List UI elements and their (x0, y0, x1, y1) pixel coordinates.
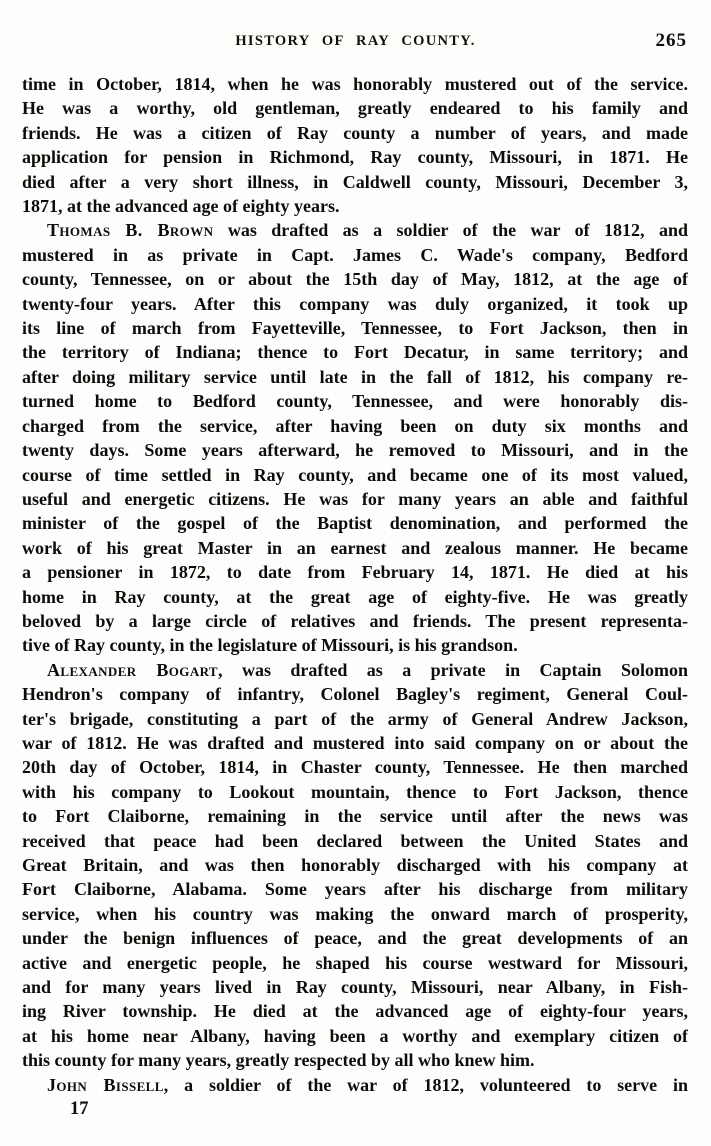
text-run: at his home near Albany, having been a worthy and exemplary citizen of (22, 1025, 688, 1046)
paragraph-thomas-b-brown-line (22, 487, 688, 511)
paragraph-alexander-bogart-line (22, 731, 688, 755)
text-run: Hendron's company of infantry, Colonel Bagley's regiment, General Coul- (22, 684, 688, 705)
text-run: was drafted as a soldier of the war of 1812, and (213, 220, 688, 241)
paragraph-alexander-bogart-line (22, 951, 688, 975)
text-run: ing River township. He died at the advanced age of eighty-four years, (22, 1001, 688, 1022)
paragraph-alexander-bogart-line (22, 853, 688, 877)
text-run: 1871, at the advanced age of eighty years. (22, 196, 340, 217)
text-run: course of time settled in Ray county, and became one of its most valued, (22, 464, 688, 485)
text-run: a pensioner in 1872, to date from February 14, 1871. He died at his (22, 562, 688, 583)
paragraph-thomas-b-brown-line (22, 560, 688, 584)
text-run: mustered in as private in Capt. James C. Wade's company, Bedford (22, 244, 688, 265)
text-run: Great Britain, and was then honorably discharged with his company at (22, 855, 688, 875)
text-run: turned home to Bedford county, Tennessee, and were honorably dis- (22, 391, 688, 412)
paragraph-alexander-bogart-line (22, 975, 688, 999)
paragraph-thomas-b-brown-line (22, 585, 688, 609)
text-run: , a soldier of the war of 1812, volunteered to serve in (163, 1074, 688, 1095)
text-run: service, when his country was making the onward march of prosperity, (22, 903, 688, 924)
text-run: application for pension in Richmond, Ray county, Missouri, in 1871. He (22, 147, 688, 168)
text-run: under the benign influences of peace, and the great developments of an (22, 928, 688, 949)
text-run: this county for many years, greatly respected by all who knew him. (22, 1050, 535, 1071)
running-head-title: HISTORY OF RAY COUNTY. (235, 33, 476, 49)
text-run: charged from the service, after having been on duty six months and (22, 415, 688, 436)
text-run: beloved by a large circle of relatives and friends. The present representa- (22, 610, 688, 631)
paragraph-thomas-b-brown-line (22, 292, 688, 316)
paragraph-thomas-b-brown-line (22, 218, 688, 242)
text-run: twenty days. Some years afterward, he removed to Missouri, and in the (22, 440, 688, 461)
text-run: ter's brigade, constituting a part of the army of General Andrew Jackson, (22, 708, 688, 729)
text-run: friends. He was a citizen of Ray county a number of years, and made (22, 122, 688, 143)
paragraph-thomas-b-brown-line (22, 438, 688, 462)
paragraph-alexander-bogart-line (22, 658, 688, 682)
paragraph-thomas-b-brown-line (22, 340, 688, 364)
paragraph-alexander-bogart-line (22, 707, 688, 731)
paragraph-alexander-bogart-line (22, 1024, 688, 1048)
text-run: work of his great Master in an earnest and zealous manner. He became (22, 537, 688, 558)
paragraph-thomas-b-brown-line (22, 365, 688, 389)
text-run: died after a very short illness, in Caldwell county, Missouri, December 3, (22, 171, 688, 192)
text-run: minister of the gospel of the Baptist denomination, and performed the (22, 513, 688, 534)
paragraph-thomas-b-brown-line (22, 609, 688, 633)
text-run: county, Tennessee, on or about the 15th day of May, 1812, at the age of (22, 269, 688, 290)
text-run: useful and energetic citizens. He was for many years an able and faithful (22, 488, 688, 509)
text-run: tive of Ray county, in the legislature of Missouri, is his grandson. (22, 635, 518, 656)
paragraph-thomas-b-brown-line (22, 536, 688, 560)
text-run: twenty-four years. After this company was duly organized, it took up (22, 293, 688, 314)
paragraph-thomas-b-brown-line (22, 316, 688, 340)
text-run: He was a worthy, old gentleman, greatly endeared to his family and (22, 98, 688, 119)
paragraph-john-bissell-line (22, 1073, 688, 1097)
text-run: active and energetic people, he shaped his course westward for Missouri, (22, 952, 688, 973)
text-run: received that peace had been declared between the United States and (22, 830, 688, 851)
paragraph-continuation-line (22, 96, 688, 120)
signature-mark: 17 (70, 1099, 89, 1119)
paragraph-thomas-b-brown-line (22, 511, 688, 535)
paragraph-thomas-b-brown-line (22, 414, 688, 438)
text-run: 20th day of October, 1814, in Chaster county, Tennessee. He then marched (22, 757, 688, 778)
paragraph-thomas-b-brown-line (22, 463, 688, 487)
paragraph-alexander-bogart-line (22, 804, 688, 828)
text-run: and for many years lived in Ray county, Missouri, near Albany, in Fish- (22, 977, 688, 998)
page-body-text (22, 72, 688, 1097)
text-run: its line of march from Fayetteville, Tennessee, to Fort Jackson, then in (22, 318, 688, 339)
text-run: after doing military service until late in the fall of 1812, his company re- (22, 366, 688, 387)
paragraph-alexander-bogart-line (22, 999, 688, 1023)
paragraph-alexander-bogart-line (22, 682, 688, 706)
paragraph-alexander-bogart-line (22, 780, 688, 804)
paragraph-thomas-b-brown-line (22, 633, 688, 657)
person-name-smallcaps: Alexander Bogart (47, 659, 219, 680)
person-name-smallcaps: Thomas B. Brown (47, 220, 214, 241)
text-run: Fort Claiborne, Alabama. Some years after his discharge from military (22, 879, 688, 900)
paragraph-alexander-bogart-line (22, 902, 688, 926)
paragraph-alexander-bogart-line (22, 926, 688, 950)
paragraph-thomas-b-brown-line (22, 267, 688, 291)
paragraph-thomas-b-brown-line (22, 389, 688, 413)
text-run: with his company to Lookout mountain, thence to Fort Jackson, thence (22, 781, 688, 802)
text-run: to Fort Claiborne, remaining in the service until after the news was (22, 806, 688, 827)
page-number: 265 (655, 30, 687, 51)
paragraph-continuation-line (22, 145, 688, 169)
paragraph-continuation-line (22, 72, 688, 96)
paragraph-continuation-line (22, 194, 688, 218)
text-run: , was drafted as a private in Captain Solomon (218, 659, 688, 680)
paragraph-alexander-bogart-line (22, 877, 688, 901)
text-run: time in October, 1814, when he was honorably mustered out of the service. (22, 74, 688, 94)
paragraph-continuation-line (22, 121, 688, 145)
text-run: the territory of Indiana; thence to Fort Decatur, in same territory; and (22, 342, 688, 363)
text-run: war of 1812. He was drafted and mustered into said company on or about the (22, 732, 688, 753)
paragraph-alexander-bogart-line (22, 829, 688, 853)
person-name-smallcaps: John Bissell (47, 1074, 164, 1095)
paragraph-continuation-line (22, 170, 688, 194)
paragraph-thomas-b-brown-line (22, 243, 688, 267)
paragraph-alexander-bogart-line (22, 755, 688, 779)
text-run: home in Ray county, at the great age of eighty-five. He was greatly (22, 586, 688, 607)
paragraph-alexander-bogart-line (22, 1048, 688, 1072)
